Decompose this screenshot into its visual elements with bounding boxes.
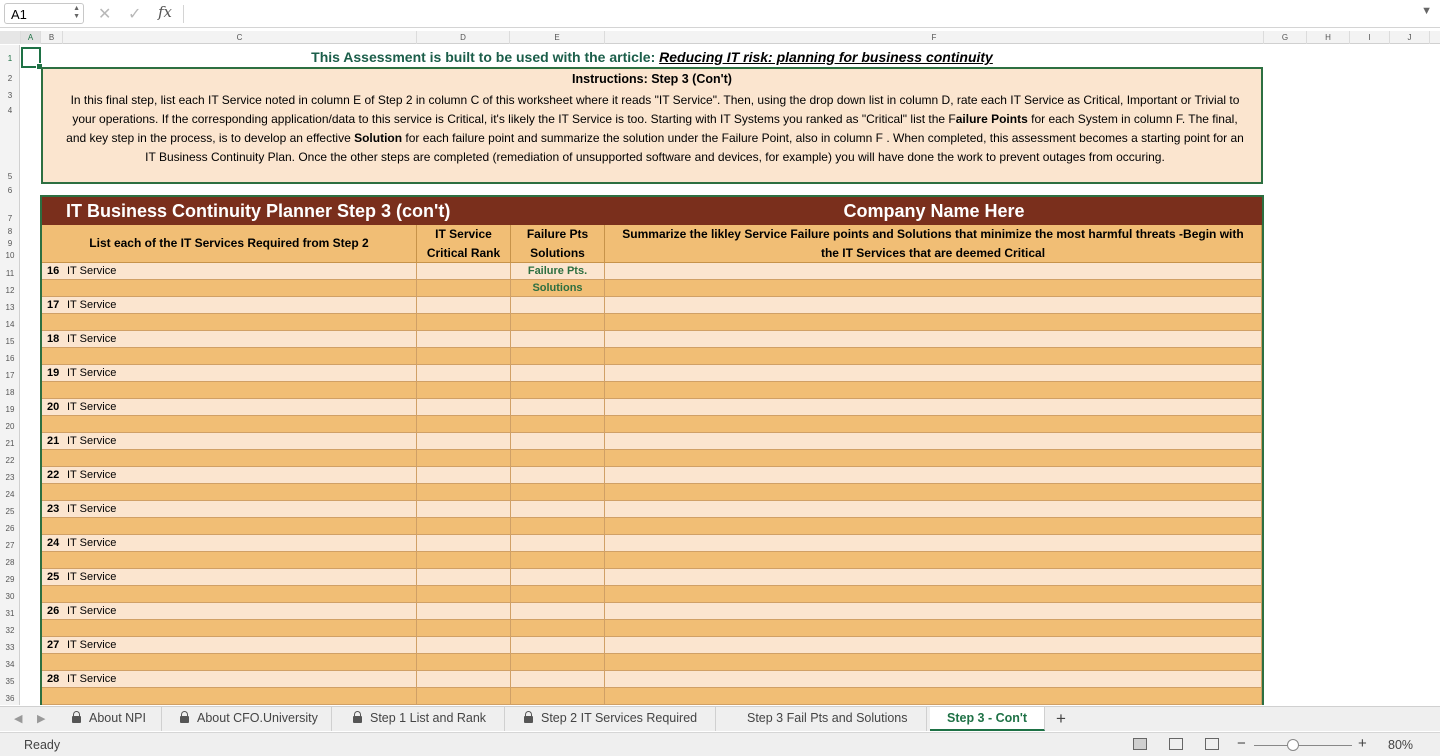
article-prefix: This Assessment is built to be used with the article: <box>311 49 660 65</box>
worksheet-grid[interactable] <box>21 45 1440 705</box>
solutions-label: Solutions <box>532 282 583 294</box>
critical-rank-cell[interactable] <box>417 637 511 654</box>
failure-pts-cell[interactable] <box>511 433 605 450</box>
service-row <box>42 297 1262 314</box>
critical-rank-cell[interactable] <box>417 467 511 484</box>
zoom-out-button[interactable]: − <box>1237 735 1246 752</box>
service-number: 17 <box>47 299 60 311</box>
failure-pts-cell[interactable] <box>511 263 605 280</box>
failure-pts-cell[interactable] <box>511 331 605 348</box>
critical-rank-cell[interactable] <box>417 280 511 297</box>
service-row <box>42 433 1262 450</box>
service-label: IT Service <box>67 503 117 515</box>
row-header[interactable]: 30 <box>5 592 15 601</box>
summary-cell[interactable] <box>605 688 1262 705</box>
summary-cell[interactable] <box>605 297 1262 314</box>
solution-row <box>42 416 1262 433</box>
failure-pts-cell[interactable] <box>511 365 605 382</box>
failure-pts-cell[interactable] <box>511 688 605 705</box>
summary-cell[interactable] <box>605 467 1262 484</box>
service-name-cell[interactable] <box>42 348 417 365</box>
tab-step-1[interactable]: Step 1 List and Rank <box>343 707 505 731</box>
critical-rank-cell[interactable] <box>417 535 511 552</box>
status-text: Ready <box>24 738 61 752</box>
instructions-box <box>41 67 1263 184</box>
row-header[interactable]: 10 <box>5 251 15 260</box>
critical-rank-cell[interactable] <box>417 331 511 348</box>
critical-rank-cell[interactable] <box>417 416 511 433</box>
selected-cell-a1[interactable] <box>21 47 41 68</box>
row-header[interactable]: 21 <box>5 439 15 448</box>
critical-rank-cell[interactable] <box>417 399 511 416</box>
add-sheet-button[interactable]: + <box>1056 709 1066 728</box>
lock-icon <box>353 716 362 723</box>
critical-rank-cell[interactable] <box>417 620 511 637</box>
column-header-j[interactable]: J <box>1390 31 1430 44</box>
row-header[interactable]: 15 <box>5 337 15 346</box>
service-number: 24 <box>47 537 60 549</box>
column-header-g[interactable]: G <box>1264 31 1307 44</box>
failure-pts-cell[interactable] <box>511 654 605 671</box>
service-label: IT Service <box>67 435 117 447</box>
lock-icon <box>524 716 533 723</box>
failure-pts-cell[interactable] <box>511 484 605 501</box>
column-header-f[interactable]: F <box>605 31 1264 44</box>
service-name-cell[interactable] <box>42 450 417 467</box>
tab-step-2[interactable]: Step 2 IT Services Required <box>514 707 716 731</box>
solution-row <box>42 688 1262 705</box>
service-row <box>42 569 1262 586</box>
column-headers <box>0 31 1440 44</box>
service-row <box>42 467 1262 484</box>
zoom-slider[interactable] <box>1254 745 1352 746</box>
article-reference <box>41 49 1263 65</box>
failure-pts-cell[interactable] <box>511 348 605 365</box>
service-label: IT Service <box>67 265 117 277</box>
row-header[interactable]: 18 <box>5 388 15 397</box>
lock-icon <box>72 716 81 723</box>
service-name-cell[interactable] <box>42 637 417 654</box>
summary-cell[interactable] <box>605 586 1262 603</box>
service-name-cell[interactable] <box>42 467 417 484</box>
service-name-cell[interactable] <box>42 263 417 280</box>
service-number: 22 <box>47 469 60 481</box>
row-header[interactable]: 11 <box>5 269 15 278</box>
service-name-cell[interactable] <box>42 331 417 348</box>
formula-bar <box>0 0 1440 28</box>
tab-about-npi[interactable]: About NPI <box>62 707 162 731</box>
failure-pts-cell[interactable] <box>511 314 605 331</box>
service-name-cell[interactable] <box>42 671 417 688</box>
service-label: IT Service <box>67 571 117 583</box>
service-name-cell[interactable] <box>42 280 417 297</box>
solution-row <box>42 552 1262 569</box>
failure-pts-cell[interactable] <box>511 280 605 297</box>
service-label: IT Service <box>67 401 117 413</box>
solution-row <box>42 654 1262 671</box>
service-row <box>42 535 1262 552</box>
row-headers <box>0 45 20 705</box>
service-name-cell[interactable] <box>42 416 417 433</box>
summary-cell[interactable] <box>605 331 1262 348</box>
tab-about-cfo-university[interactable]: About CFO.University <box>170 707 332 731</box>
service-row <box>42 603 1262 620</box>
failure-pts-cell[interactable] <box>511 535 605 552</box>
service-name-cell[interactable] <box>42 297 417 314</box>
summary-cell[interactable] <box>605 603 1262 620</box>
critical-rank-cell[interactable] <box>417 671 511 688</box>
service-row <box>42 637 1262 654</box>
critical-rank-cell[interactable] <box>417 518 511 535</box>
service-name-cell[interactable] <box>42 518 417 535</box>
critical-rank-cell[interactable] <box>417 263 511 280</box>
tab-step-3-cont[interactable]: Step 3 - Con't <box>930 707 1045 731</box>
service-name-cell[interactable] <box>42 688 417 705</box>
service-label: IT Service <box>67 367 117 379</box>
summary-cell[interactable] <box>605 501 1262 518</box>
header-failure-pts: Failure Pts Solutions <box>511 225 605 263</box>
service-number: 21 <box>47 435 60 447</box>
formula-input[interactable] <box>192 6 1412 22</box>
service-row <box>42 501 1262 518</box>
service-name-cell[interactable] <box>42 603 417 620</box>
row-header[interactable]: 28 <box>5 558 15 567</box>
instructions-text: In this final step, list each IT Service noted in column E of Step 2 in column C of this worksheet where it reads "IT Service". Then, using the drop down list in column D, rate each IT Service as Critical, Important or Trivial to your operations. If the corresponding application/data to this service is Critical, it's likely the IT Service is too. Starting with IT Systems you ranked as "Critical" list the Failure Points for each System in column F. The final, and key step in the process, is to develop an effective Solution for each failure point and summarize the solution under the Failure Point, also in column F . When completed, this assessment becomes a starting point for an IT Business Continuity Plan. Once the other steps are completed (remediation of unsupported software and devices, for example) you will have done the work to prevent outages from occuring. <box>66 93 1244 164</box>
row-header[interactable]: 24 <box>5 490 15 499</box>
service-number: 18 <box>47 333 60 345</box>
summary-cell[interactable] <box>605 348 1262 365</box>
failure-pts-cell[interactable] <box>511 569 605 586</box>
service-number: 16 <box>47 265 60 277</box>
row-header[interactable]: 35 <box>5 677 15 686</box>
failure-pts-cell[interactable] <box>511 620 605 637</box>
failure-pts-cell[interactable] <box>511 637 605 654</box>
critical-rank-cell[interactable] <box>417 433 511 450</box>
row-header[interactable]: 34 <box>5 660 15 669</box>
row-header[interactable]: 2 <box>7 74 13 83</box>
row-header[interactable]: 1 <box>7 54 13 63</box>
service-row <box>42 399 1262 416</box>
failure-pts-cell[interactable] <box>511 603 605 620</box>
failure-pts-cell[interactable] <box>511 586 605 603</box>
name-box-value: A1 <box>11 7 27 22</box>
select-all-corner[interactable] <box>0 31 21 44</box>
zoom-level[interactable]: 80% <box>1388 738 1414 752</box>
row-header[interactable]: 32 <box>5 626 15 635</box>
insert-function-button[interactable]: fx <box>158 3 173 21</box>
row-header[interactable]: 17 <box>5 371 15 380</box>
service-number: 25 <box>47 571 60 583</box>
critical-rank-cell[interactable] <box>417 297 511 314</box>
service-name-cell[interactable] <box>42 569 417 586</box>
service-name-cell[interactable] <box>42 484 417 501</box>
summary-cell[interactable] <box>605 280 1262 297</box>
service-name-cell[interactable] <box>42 535 417 552</box>
article-link[interactable]: Reducing IT risk: planning for business continuity <box>659 49 993 65</box>
summary-cell[interactable] <box>605 314 1262 331</box>
failure-pts-cell[interactable] <box>511 399 605 416</box>
zoom-slider-handle[interactable] <box>1287 739 1299 751</box>
header-services: List each of the IT Services Required from Step 2 <box>42 225 417 263</box>
service-number: 20 <box>47 401 60 413</box>
row-header[interactable]: 14 <box>5 320 15 329</box>
summary-cell[interactable] <box>605 552 1262 569</box>
row-header[interactable]: 3 <box>7 91 13 100</box>
critical-rank-cell[interactable] <box>417 569 511 586</box>
expand-formula-bar-icon[interactable]: ▼ <box>1421 5 1432 17</box>
planner-table <box>40 195 1264 705</box>
critical-rank-cell[interactable] <box>417 348 511 365</box>
service-number: 19 <box>47 367 60 379</box>
service-name-cell[interactable] <box>42 382 417 399</box>
column-header-e[interactable]: E <box>510 31 605 44</box>
name-box[interactable] <box>4 3 84 24</box>
lock-icon <box>180 716 189 723</box>
summary-cell[interactable] <box>605 416 1262 433</box>
column-header-i[interactable]: I <box>1350 31 1390 44</box>
service-label: IT Service <box>67 605 117 617</box>
row-header[interactable]: 36 <box>5 694 15 703</box>
summary-cell[interactable] <box>605 263 1262 280</box>
failure-pts-cell[interactable] <box>511 416 605 433</box>
zoom-in-button[interactable]: + <box>1358 735 1367 752</box>
summary-cell[interactable] <box>605 654 1262 671</box>
summary-cell[interactable] <box>605 433 1262 450</box>
header-summary: Summarize the likley Service Failure points and Solutions that minimize the most harmful threats -Begin with the IT Services that are deemed Critical <box>605 225 1262 263</box>
critical-rank-cell[interactable] <box>417 450 511 467</box>
service-label: IT Service <box>67 469 117 481</box>
failure-pts-cell[interactable] <box>511 671 605 688</box>
service-row <box>42 365 1262 382</box>
enter-icon[interactable]: ✓ <box>128 6 142 23</box>
row-header[interactable]: 25 <box>5 507 15 516</box>
solution-row <box>42 586 1262 603</box>
name-box-stepper-icon[interactable]: ▲ ▼ <box>73 5 80 20</box>
service-label: IT Service <box>67 537 117 549</box>
service-row <box>42 331 1262 348</box>
solution-row <box>42 382 1262 399</box>
row-header[interactable]: 33 <box>5 643 15 652</box>
row-header[interactable]: 6 <box>7 186 13 195</box>
row-header[interactable]: 4 <box>7 106 13 115</box>
failure-pts-cell[interactable] <box>511 518 605 535</box>
failure-pts-label: Failure Pts. <box>527 265 588 277</box>
sheet-tab-bar <box>0 706 1440 731</box>
column-header-d[interactable]: D <box>417 31 510 44</box>
service-number: 23 <box>47 503 60 515</box>
summary-cell[interactable] <box>605 535 1262 552</box>
service-row <box>42 263 1262 280</box>
cancel-icon[interactable]: ✕ <box>98 6 112 23</box>
next-sheet-icon[interactable]: ▶ <box>37 713 46 725</box>
row-header[interactable]: 26 <box>5 524 15 533</box>
critical-rank-cell[interactable] <box>417 365 511 382</box>
summary-cell[interactable] <box>605 637 1262 654</box>
row-header[interactable]: 8 <box>7 227 13 236</box>
service-name-cell[interactable] <box>42 552 417 569</box>
critical-rank-cell[interactable] <box>417 501 511 518</box>
row-header[interactable]: 5 <box>7 172 13 181</box>
header-critical-rank: IT Service Critical Rank <box>417 225 511 263</box>
summary-cell[interactable] <box>605 620 1262 637</box>
column-header-a[interactable]: A <box>21 31 41 44</box>
critical-rank-cell[interactable] <box>417 382 511 399</box>
critical-rank-cell[interactable] <box>417 688 511 705</box>
service-name-cell[interactable] <box>42 433 417 450</box>
summary-cell[interactable] <box>605 671 1262 688</box>
row-header[interactable]: 31 <box>5 609 15 618</box>
row-header[interactable]: 23 <box>5 473 15 482</box>
instructions-title: Instructions: Step 3 (Con't) <box>572 72 732 86</box>
critical-rank-cell[interactable] <box>417 552 511 569</box>
row-header[interactable]: 7 <box>7 214 13 223</box>
service-name-cell[interactable] <box>42 365 417 382</box>
summary-cell[interactable] <box>605 450 1262 467</box>
solution-row <box>42 348 1262 365</box>
planner-title: IT Business Continuity Planner Step 3 (con't) <box>66 201 451 221</box>
row-header[interactable]: 22 <box>5 456 15 465</box>
service-name-cell[interactable] <box>42 314 417 331</box>
service-name-cell[interactable] <box>42 586 417 603</box>
failure-pts-cell[interactable] <box>511 382 605 399</box>
critical-rank-cell[interactable] <box>417 484 511 501</box>
service-number: 26 <box>47 605 60 617</box>
row-header[interactable]: 9 <box>7 239 13 248</box>
solution-row <box>42 314 1262 331</box>
column-header-b[interactable]: B <box>41 31 63 44</box>
row-header[interactable]: 16 <box>5 354 15 363</box>
row-header[interactable]: 12 <box>5 286 15 295</box>
service-label: IT Service <box>67 673 117 685</box>
row-header[interactable]: 19 <box>5 405 15 414</box>
service-number: 27 <box>47 639 60 651</box>
failure-pts-cell[interactable] <box>511 450 605 467</box>
critical-rank-cell[interactable] <box>417 314 511 331</box>
service-name-cell[interactable] <box>42 620 417 637</box>
solution-row <box>42 450 1262 467</box>
row-header[interactable]: 27 <box>5 541 15 550</box>
tab-step-3[interactable]: Step 3 Fail Pts and Solutions <box>737 707 927 731</box>
prev-sheet-icon[interactable]: ◀ <box>14 713 23 725</box>
normal-view-icon[interactable] <box>1133 738 1147 750</box>
service-name-cell[interactable] <box>42 399 417 416</box>
service-label: IT Service <box>67 333 117 345</box>
company-name[interactable]: Company Name Here <box>843 201 1025 221</box>
column-header-h[interactable]: H <box>1307 31 1350 44</box>
failure-pts-cell[interactable] <box>511 467 605 484</box>
critical-rank-cell[interactable] <box>417 654 511 671</box>
summary-cell[interactable] <box>605 399 1262 416</box>
row-header[interactable]: 29 <box>5 575 15 584</box>
solution-row <box>42 518 1262 535</box>
failure-pts-cell[interactable] <box>511 552 605 569</box>
summary-cell[interactable] <box>605 518 1262 535</box>
service-number: 28 <box>47 673 60 685</box>
column-header-c[interactable]: C <box>63 31 417 44</box>
page-break-view-icon[interactable] <box>1205 738 1219 750</box>
status-bar <box>0 732 1440 756</box>
summary-cell[interactable] <box>605 484 1262 501</box>
service-label: IT Service <box>67 299 117 311</box>
formula-bar-divider <box>183 5 184 23</box>
service-name-cell[interactable] <box>42 501 417 518</box>
summary-cell[interactable] <box>605 382 1262 399</box>
critical-rank-cell[interactable] <box>417 586 511 603</box>
row-header[interactable]: 20 <box>5 422 15 431</box>
summary-cell[interactable] <box>605 365 1262 382</box>
row-header[interactable]: 13 <box>5 303 15 312</box>
service-label: IT Service <box>67 639 117 651</box>
failure-pts-cell[interactable] <box>511 297 605 314</box>
service-name-cell[interactable] <box>42 654 417 671</box>
solution-row <box>42 484 1262 501</box>
failure-pts-cell[interactable] <box>511 501 605 518</box>
critical-rank-cell[interactable] <box>417 603 511 620</box>
service-row <box>42 671 1262 688</box>
solution-row <box>42 620 1262 637</box>
solution-row <box>42 280 1262 297</box>
planner-banner <box>42 195 1262 225</box>
page-layout-view-icon[interactable] <box>1169 738 1183 750</box>
summary-cell[interactable] <box>605 569 1262 586</box>
